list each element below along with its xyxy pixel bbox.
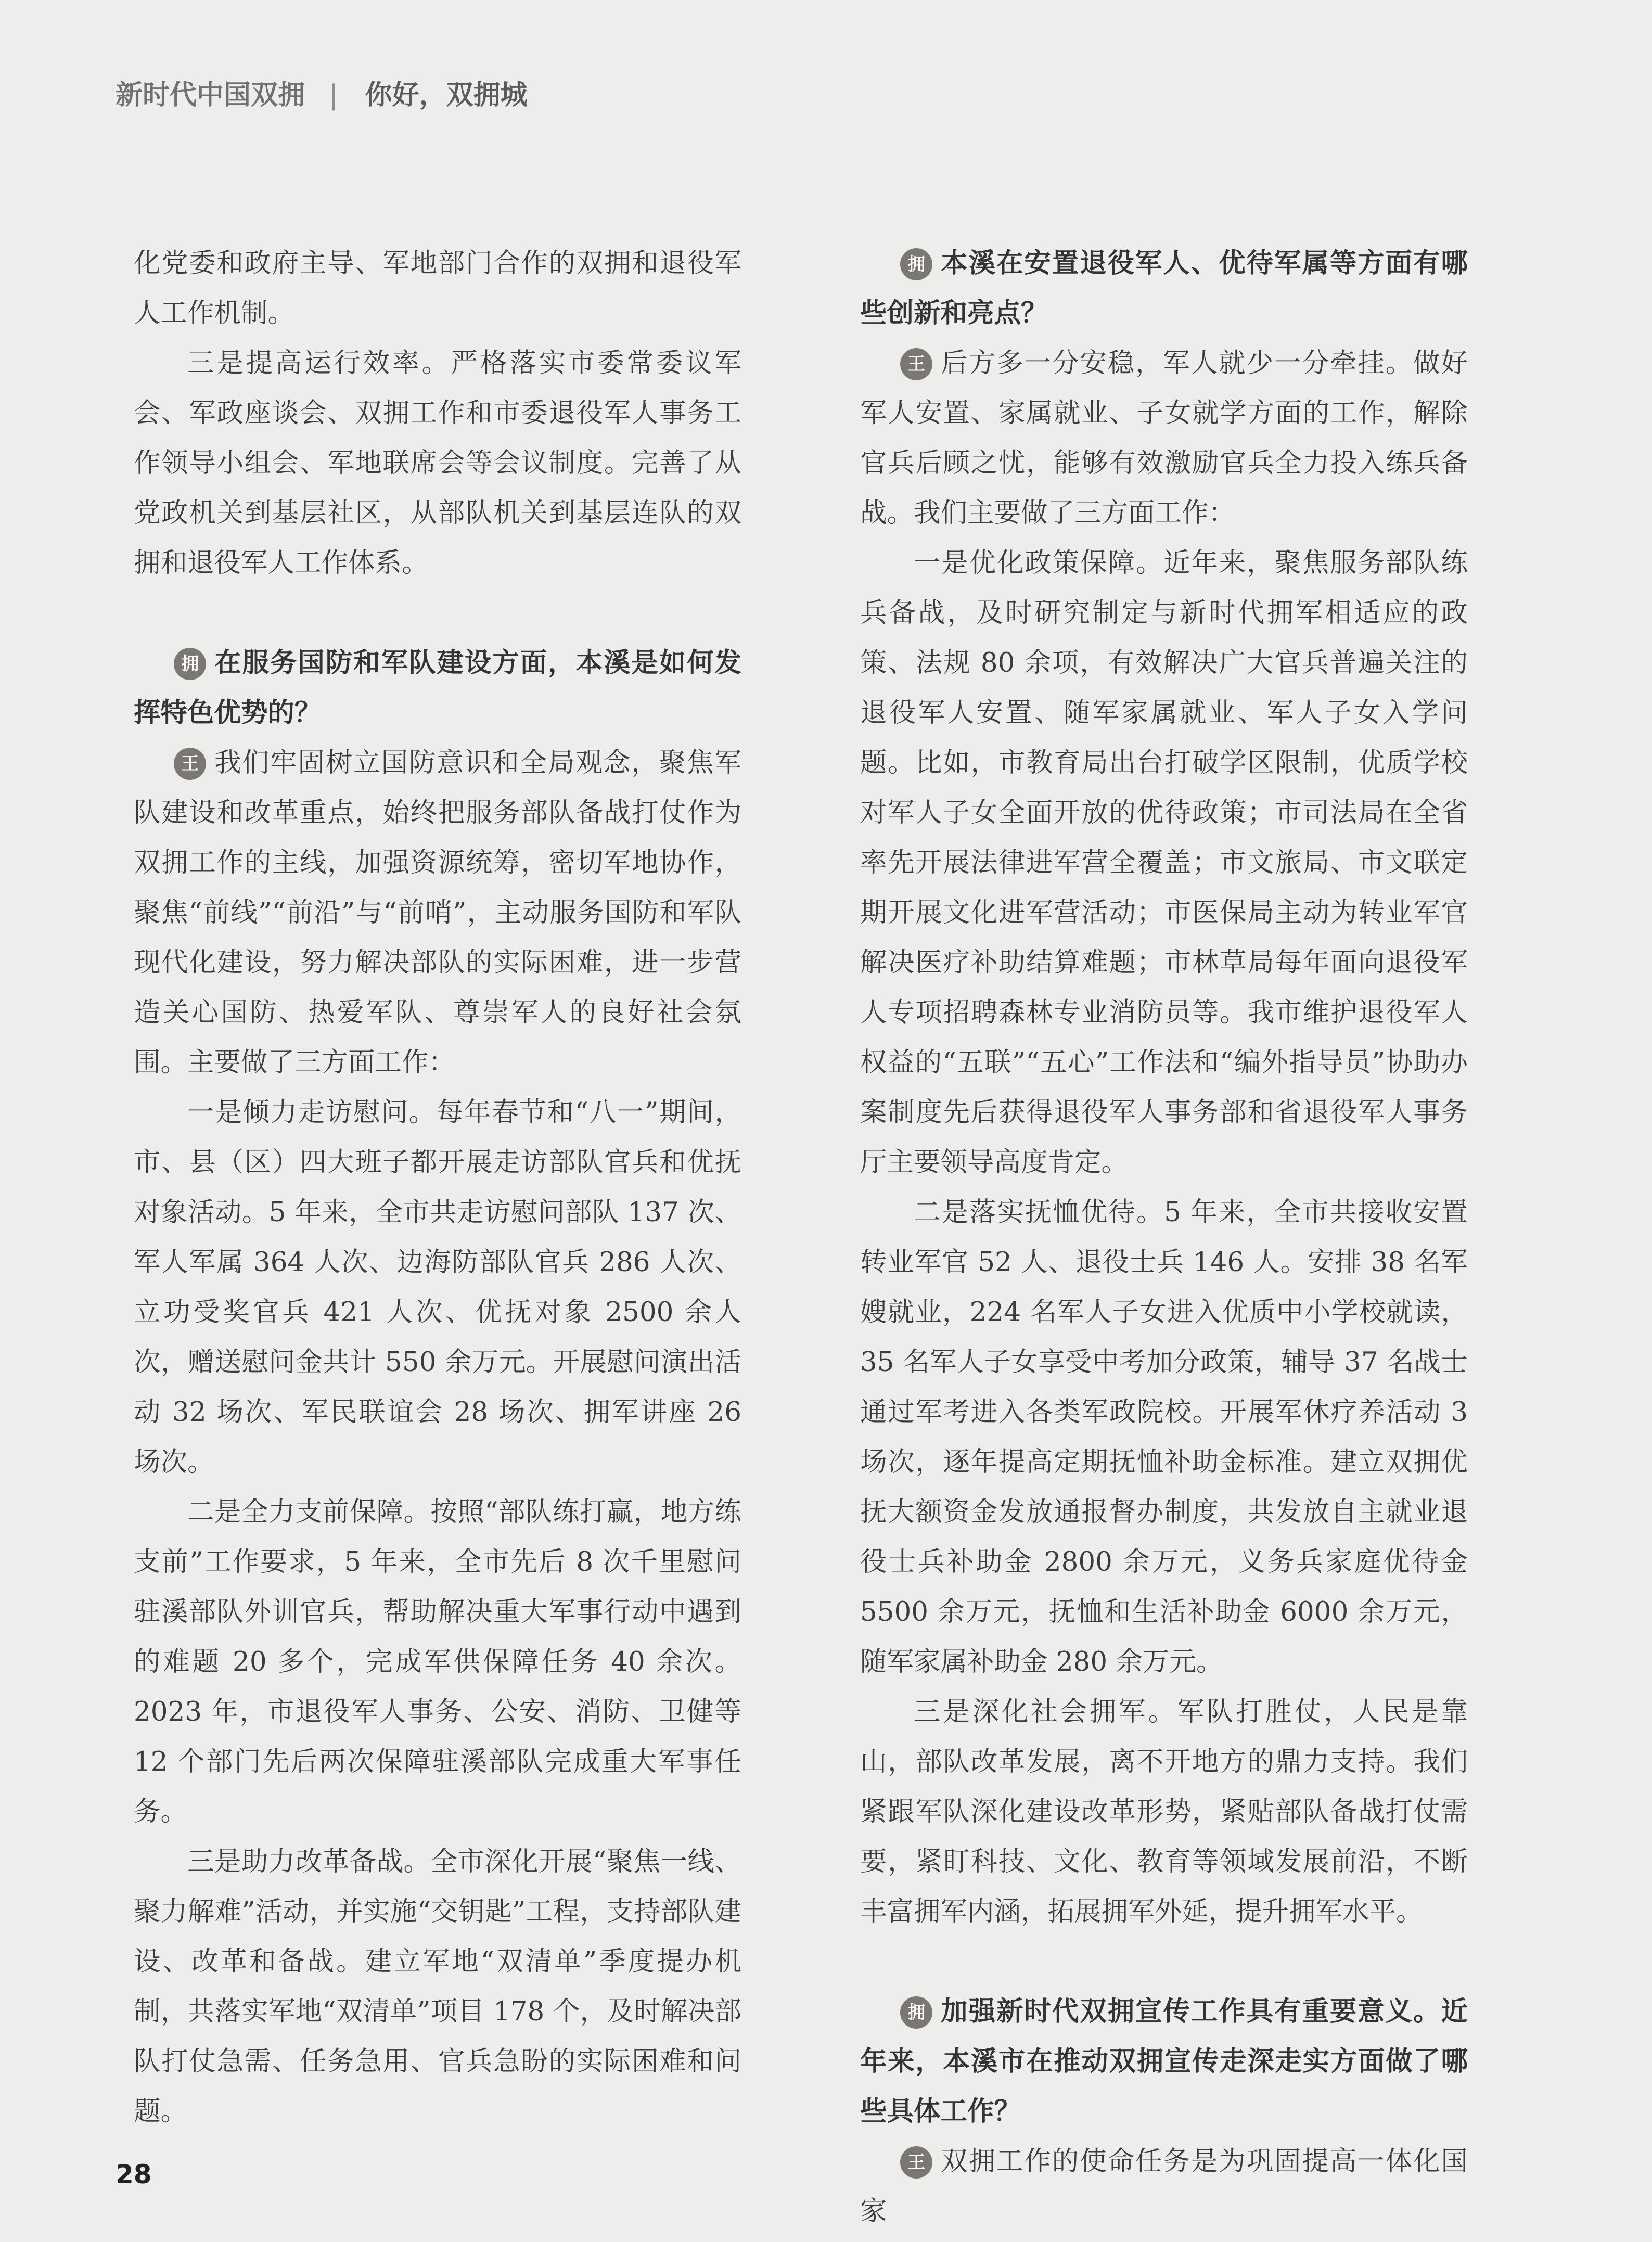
answer bbox=[860, 338, 1468, 538]
question-text: 在服务国防和军队建设方面，本溪是如何发挥特色优势的？ bbox=[134, 647, 741, 728]
question-badge-icon: 拥 bbox=[174, 648, 206, 680]
paragraph: 二是全力支前保障。按照“部队练打赢，地方练支前”工作要求，5 年来，全市先后 8 次千里慰问驻溪部队外训官兵，帮助解决重大军事行动中遇到的难题 20 多个，完成军供保障任务 40 余次。2023 年，市退役军人事务、公安、消防、卫健等 12 个部门先后两次保障驻溪部队完成重大军事任务。 bbox=[134, 1496, 741, 1827]
answer-badge-icon: 王 bbox=[900, 2146, 932, 2179]
left-column bbox=[134, 238, 741, 2136]
page-number: 28 bbox=[116, 2159, 152, 2189]
header-separator: | bbox=[329, 80, 338, 111]
paragraph: 二是落实抚恤优待。5 年来，全市共接收安置转业军官 52 人、退役士兵 146 人。安排 38 名军嫂就业，224 名军人子女进入优质中小学校就读，35 名军人子女享受中考加分政策，辅导 37 名战士通过军考进入各类军政院校。开展军休疗养活动 3 场次，逐年提高定期抚恤补助金标准。建立双拥优抚大额资金发放通报督办制度，共发放自主就业退役士兵补助金 2800 余万元，义务兵家庭优待金 5500 余万元，抚恤和生活补助金 6000 余万元，随军家属补助金 280 余万元。 bbox=[860, 1197, 1468, 1677]
question-badge-icon: 拥 bbox=[900, 1996, 932, 2029]
question bbox=[860, 238, 1468, 338]
paragraph: 一是倾力走访慰问。每年春节和“八一”期间，市、县（区）四大班子都开展走访部队官兵和优抚对象活动。5 年来，全市共走访慰问部队 137 次、军人军属 364 人次、边海防部队官兵 286 人次、立功受奖官兵 421 人次、优抚对象 2500 余人次，赠送慰问金共计 550 余万元。开展慰问演出活动 32 场次、军民联谊会 28 场次、拥军讲座 26 场次。 bbox=[134, 1097, 741, 1478]
question-text: 本溪在安置退役军人、优待军属等方面有哪些创新和亮点？ bbox=[860, 248, 1468, 329]
answer-badge-icon: 王 bbox=[900, 348, 932, 380]
answer bbox=[134, 738, 741, 1087]
running-header bbox=[116, 73, 528, 112]
section-gap bbox=[134, 588, 741, 638]
paragraph: 三是助力改革备战。全市深化开展“聚焦一线、聚力解难”活动，并实施“交钥匙”工程，支持部队建设、改革和备战。建立军地“双清单”季度提办机制，共落实军地“双清单”项目 178 个，及时解决部队打仗急需、任务急用、官兵急盼的实际困难和问题。 bbox=[134, 1846, 741, 2127]
answer bbox=[860, 2136, 1468, 2236]
paragraph: 三是深化社会拥军。军队打胜仗，人民是靠山，部队改革发展，离不开地方的鼎力支持。我们紧跟军队深化建设改革形势，紧贴部队备战打仗需要，紧盯科技、文化、教育等领域发展前沿，不断丰富拥军内涵，拓展拥军外延，提升拥军水平。 bbox=[860, 1696, 1468, 1927]
answer-text: 双拥工作的使命任务是为巩固提高一体化国家 bbox=[860, 2146, 1468, 2227]
answer-text: 我们牢固树立国防意识和全局观念，聚焦军队建设和改革重点，始终把服务部队备战打仗作为双拥工作的主线，加强资源统筹，密切军地协作，聚焦“前线”“前沿”与“前哨”，主动服务国防和军队现代化建设，努力解决部队的实际困难，进一步营造关心国防、热爱军队、尊崇军人的良好社会氛围。主要做了三方面工作： bbox=[134, 747, 741, 1078]
question bbox=[860, 1987, 1468, 2136]
question bbox=[134, 638, 741, 738]
paragraph: 化党委和政府主导、军地部门合作的双拥和退役军人工作机制。 bbox=[134, 248, 741, 329]
paragraph: 一是优化政策保障。近年来，聚焦服务部队练兵备战，及时研究制定与新时代拥军相适应的政策、法规 80 余项，有效解决广大官兵普遍关注的退役军人安置、随军家属就业、军人子女入学问题。比如，市教育局出台打破学区限制，优质学校对军人子女全面开放的优待政策；市司法局在全省率先开展法律进军营全覆盖；市文旅局、市文联定期开展文化进军营活动；市医保局主动为转业军官解决医疗补助结算难题；市林草局每年面向退役军人专项招聘森林专业消防员等。我市维护退役军人权益的“五联”“五心”工作法和“编外指导员”协助办案制度先后获得退役军人事务部和省退役军人事务厅主要领导高度肯定。 bbox=[860, 547, 1468, 1178]
header-subtitle: 你好，双拥城 bbox=[365, 80, 528, 111]
answer-text: 后方多一分安稳，军人就少一分牵挂。做好军人安置、家属就业、子女就学方面的工作，解除官兵后顾之忧，能够有效激励官兵全力投入练兵备战。我们主要做了三方面工作： bbox=[860, 348, 1468, 529]
question-badge-icon: 拥 bbox=[900, 248, 932, 280]
question-text: 加强新时代双拥宣传工作具有重要意义。近年来，本溪市在推动双拥宣传走深走实方面做了哪些具体工作？ bbox=[860, 1996, 1468, 2127]
header-title: 新时代中国双拥 bbox=[116, 80, 305, 111]
right-column bbox=[860, 238, 1468, 2236]
section-gap bbox=[860, 1937, 1468, 1987]
answer-badge-icon: 王 bbox=[174, 748, 206, 780]
paragraph: 三是提高运行效率。严格落实市委常委议军会、军政座谈会、双拥工作和市委退役军人事务工作领导小组会、军地联席会等会议制度。完善了从党政机关到基层社区，从部队机关到基层连队的双拥和退役军人工作体系。 bbox=[134, 348, 741, 579]
